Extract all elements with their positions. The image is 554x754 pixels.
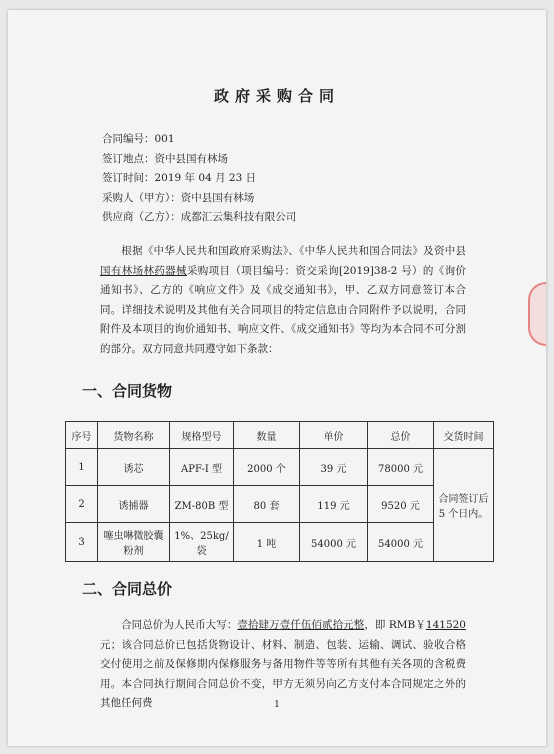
total-in-words: 壹拾肆万壹仟伍佰贰拾元整 <box>237 619 365 631</box>
cell-total: 54000 元 <box>368 523 434 562</box>
cell-qty: 80 套 <box>234 486 300 523</box>
cell-no: 3 <box>66 523 98 562</box>
contract-number: 合同编号：001 <box>102 133 175 145</box>
header-delivery: 交货时间 <box>434 422 494 449</box>
section-goods-heading: 一、合同货物 <box>82 382 173 400</box>
cell-model: ZM-80B 型 <box>170 486 234 523</box>
cell-name: 诱捕器 <box>98 486 170 523</box>
section-total-heading: 二、合同总价 <box>82 580 173 598</box>
table-row <box>66 449 494 486</box>
cell-price: 54000 元 <box>300 523 368 562</box>
signing-date: 签订时间：2019 年 04 月 23 日 <box>102 172 257 184</box>
cell-no: 2 <box>66 486 98 523</box>
page-number: 1 <box>274 700 280 710</box>
table-row <box>66 486 494 523</box>
table-row <box>66 523 494 562</box>
cell-name: 诱芯 <box>98 449 170 486</box>
total-paragraph <box>100 616 466 714</box>
cell-price: 119 元 <box>300 486 368 523</box>
signing-place: 签订地点：资中县国有林场 <box>102 152 228 165</box>
total-text-a: 合同总价为人民币大写： <box>121 619 238 631</box>
supplier: 供应商（乙方）：成都汇云集科技有限公司 <box>102 211 297 223</box>
table-header-row <box>66 422 494 449</box>
cell-price: 39 元 <box>300 449 368 486</box>
header-no: 序号 <box>66 422 98 449</box>
total-amount: 141520 <box>425 619 466 631</box>
cell-no: 1 <box>66 449 98 486</box>
header-model: 规格型号 <box>170 422 234 449</box>
intro-project-name: 国有林场林药器械 <box>100 264 187 277</box>
header-price: 单价 <box>300 422 368 449</box>
contract-meta <box>102 130 296 228</box>
red-seal-stamp <box>528 282 546 346</box>
goods-table <box>65 421 494 562</box>
total-text-b: ，即 RMB￥ <box>364 619 426 631</box>
intro-text-b: 采购项目（项目编号：资交采询[2019]38-2 号）的《询价通知书》、乙方的《响应文件》及《成交通知书》，甲、乙双方同意签订本合同。详细技术说明及其他有关合同项目的特定信息由合同附件予以说明，合同附件及本项目的询价通知书、响应文件、《成交通知书》等均为本合同不可分割的部分。双方同意共同遵守如下条款： <box>100 264 467 355</box>
header-qty: 数量 <box>234 422 300 449</box>
purchaser: 采购人（甲方）：资中县国有林场 <box>102 191 255 204</box>
cell-delivery: 合同签订后 5 个日内。 <box>434 449 494 562</box>
cell-model: 1%、25kg/袋 <box>170 523 234 562</box>
intro-text-a: 根据《中华人民共和国政府采购法》、《中华人民共和国合同法》及资中县 <box>121 245 466 257</box>
total-text-c: 元；该合同总价已包括货物设计、材料、制造、包装、运输、调试、验收合格交付使用之前及保修期内保修服务与备用物件等等所有其他有关各项的含税费用。本合同执行期间合同总价不变，甲方无须另向乙方支付本合同规定之外的其他任何费 <box>100 638 466 709</box>
cell-qty: 1 吨 <box>234 523 300 562</box>
document-page <box>8 10 546 746</box>
cell-total: 78000 元 <box>368 449 434 486</box>
intro-paragraph <box>100 242 466 359</box>
cell-qty: 2000 个 <box>234 449 300 486</box>
cell-name: 噻虫啉微胶囊粉剂 <box>98 523 170 562</box>
header-total: 总价 <box>368 422 434 449</box>
page-title: 政府采购合同 <box>213 87 340 105</box>
cell-total: 9520 元 <box>368 486 434 523</box>
cell-model: APF-I 型 <box>170 449 234 486</box>
header-name: 货物名称 <box>98 422 170 449</box>
